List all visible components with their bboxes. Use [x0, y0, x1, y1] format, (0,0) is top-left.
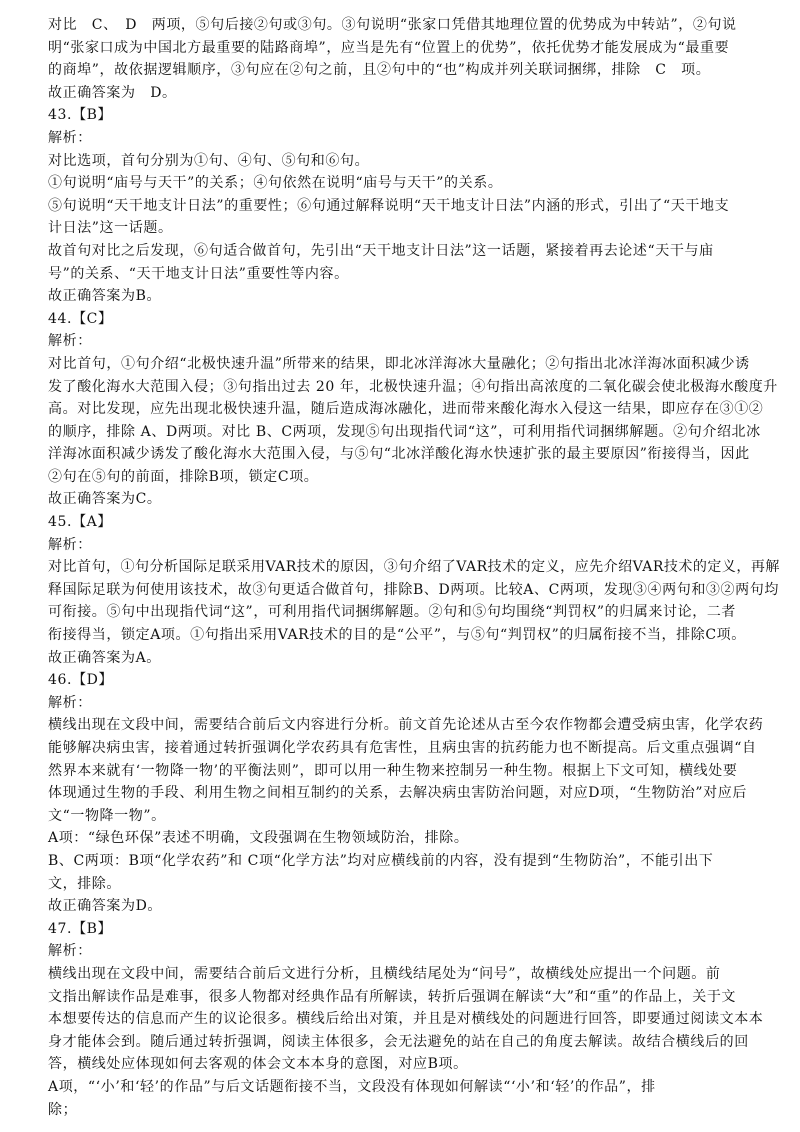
text-line: ①句说明“庙号与天干”的关系；④句依然在说明“庙号与天干”的关系。 — [48, 175, 503, 192]
text-line: 对比选项，首句分别为①句、④句、⑤句和⑥句。 — [48, 152, 370, 169]
text-line: 对比首句，①句介绍“北极快速升温”所带来的结果，即北冰洋海冰大量融化；②句指出北冰洋海冰面积减少诱 — [48, 355, 750, 372]
text-line: 横线出现在文段中间，需要结合前后文进行分析，且横线结尾处为“问号”，故横线处应提出一个问题。前 — [48, 965, 721, 982]
text-line: 体现通过生物的手段、利用生物之间相互制约的关系，去解决病虫害防治问题，对应D项，“生物防治”对应后 — [48, 785, 747, 802]
text-line: 解析： — [48, 129, 92, 146]
text-line: 洋海冰面积减少诱发了酸化海水大范围入侵，与⑤句“北冰洋酸化海水快速扩张的最主要原因”衔接得当，因此 — [48, 446, 750, 463]
text-line: A项：“绿色环保”表述不明确，文段强调在生物领域防治，排除。 — [48, 830, 469, 847]
text-line: 故正确答案为B。 — [48, 288, 162, 305]
text-line: 解析： — [48, 536, 92, 553]
text-line: 计日法”这一话题。 — [48, 220, 173, 237]
text-line: 对比 C、 D 两项，⑤句后接②句或③句。③句说明“张家口凭借其地理位置的优势成为中转站”，②句说 — [48, 17, 737, 33]
text-line: 能够解决病虫害，接着通过转折强调化学农药具有危害性，且病虫害的抗药能力也不断提高。后文重点强调“自 — [48, 740, 757, 756]
text-line: 的顺序，排除 A、D两项。对比 B、C两项，发现⑤句出现指代词“这”，可利用指代词捆绑解题。②句介绍北冰 — [48, 423, 761, 440]
text-line: A项，“‘小’和‘轻’的作品”与后文话题衔接不当，文段没有体现如何解读“‘小’和‘轻’的作品”，排 — [48, 1078, 656, 1095]
text-line: 的商埠”，故依据逻辑顺序，③句应在②句之前，且②句中的“也”构成并列关联词捆绑，排除 C 项。 — [48, 62, 711, 79]
text-line: 47.【B】 — [48, 920, 113, 937]
text-line: 43.【B】 — [48, 107, 113, 124]
text-line: 对比首句，①句分析国际足联采用VAR技术的原因，③句介绍了VAR技术的定义，应先介绍VAR技术的定义，再解 — [48, 559, 780, 576]
text-line: 文，排除。 — [48, 875, 121, 892]
text-line: 答，横线处应体现如何去客观的体会文本本身的意图，对应B项。 — [48, 1056, 468, 1073]
text-line: 故正确答案为D。 — [48, 898, 163, 915]
text-line: 解析： — [48, 694, 92, 711]
text-line: 45.【A】 — [48, 514, 112, 531]
text-line: 然界本来就有‘一物降一物’的平衡法则”，即可以用一种生物来控制另一种生物。根据上下文可知，横线处要 — [48, 762, 738, 779]
text-line: 横线出现在文段中间，需要结合前后文内容进行分析。前文首先论述从古至今农作物都会遭受病虫害，化学农药 — [48, 717, 764, 734]
text-line: 除； — [48, 1101, 78, 1118]
text-line: 衔接得当，锁定A项。①句指出采用VAR技术的目的是“公平”，与⑤句“判罚权”的归属衔接不当，排除C项。 — [48, 627, 746, 644]
text-line: 高。对比发现，应先出现北极快速升温，随后造成海冰融化，进而带来酸化海水入侵这一结果，即应存在③①② — [48, 401, 764, 418]
text-line: 发了酸化海水大范围入侵；③句指出过去 20 年，北极快速升温；④句指出高浓度的二氧化碳会使北极海水酸度升 — [48, 378, 778, 395]
text-line: 46.【D】 — [48, 672, 114, 689]
text-line: 可衔接。⑤句中出现指代词“这”，可利用指代词捆绑解题。②句和⑤句均围绕“判罚权”的归属来讨论，二者 — [48, 604, 737, 621]
text-line: 故正确答案为C。 — [48, 491, 162, 508]
text-line: 释国际足联为何使用该技术，故③句更适合做首句，排除B、D两项。比较A、C两项，发现③④两句和③②两句均 — [48, 581, 779, 598]
text-line: B、C两项：B项“化学农药”和 C项“化学方法”均对应横线前的内容，没有提到“生物防治”，不能引出下 — [48, 852, 714, 869]
text-line: 文指出解读作品是难事，很多人物都对经典作品有所解读，转折后强调在解读“大”和“重”的作品上，关于文 — [48, 988, 737, 1005]
text-line: 身才能体会到。随后通过转折强调，阅读主体很多，会无法避免的站在自己的角度去解读。故结合横线后的回 — [48, 1033, 749, 1050]
text-line: ⑤句说明“天干地支计日法”的重要性；⑥句通过解释说明“天干地支计日法”内涵的形式，引出了“天干地支 — [48, 197, 730, 214]
text-line: 本想要传达的信息而产生的议论很多。横线后给出对策，并且是对横线处的问题进行回答，即要通过阅读文本本 — [48, 1011, 764, 1028]
text-line: 解析： — [48, 333, 92, 350]
text-line: 明“张家口成为中国北方最重要的陆路商埠”，应当是先有“位置上的优势”，依托优势才能发展成为“最重要 — [48, 39, 730, 56]
text-line: 号”的关系、“天干地支计日法”重要性等内容。 — [48, 265, 349, 282]
text-line: 解析： — [48, 943, 92, 960]
text-line: 故首句对比之后发现，⑥句适合做首句，先引出“天干地支计日法”这一话题，紧接着再去论述“天干与庙 — [48, 242, 714, 259]
text-line: 44.【C】 — [48, 310, 113, 327]
text-line: ②句在⑤句的前面，排除B项，锁定C项。 — [48, 468, 319, 485]
text-line: 文“一物降一物”。 — [48, 807, 166, 824]
text-line: 故正确答案为A。 — [48, 649, 161, 666]
text-line: 故正确答案为 D。 — [48, 84, 177, 101]
